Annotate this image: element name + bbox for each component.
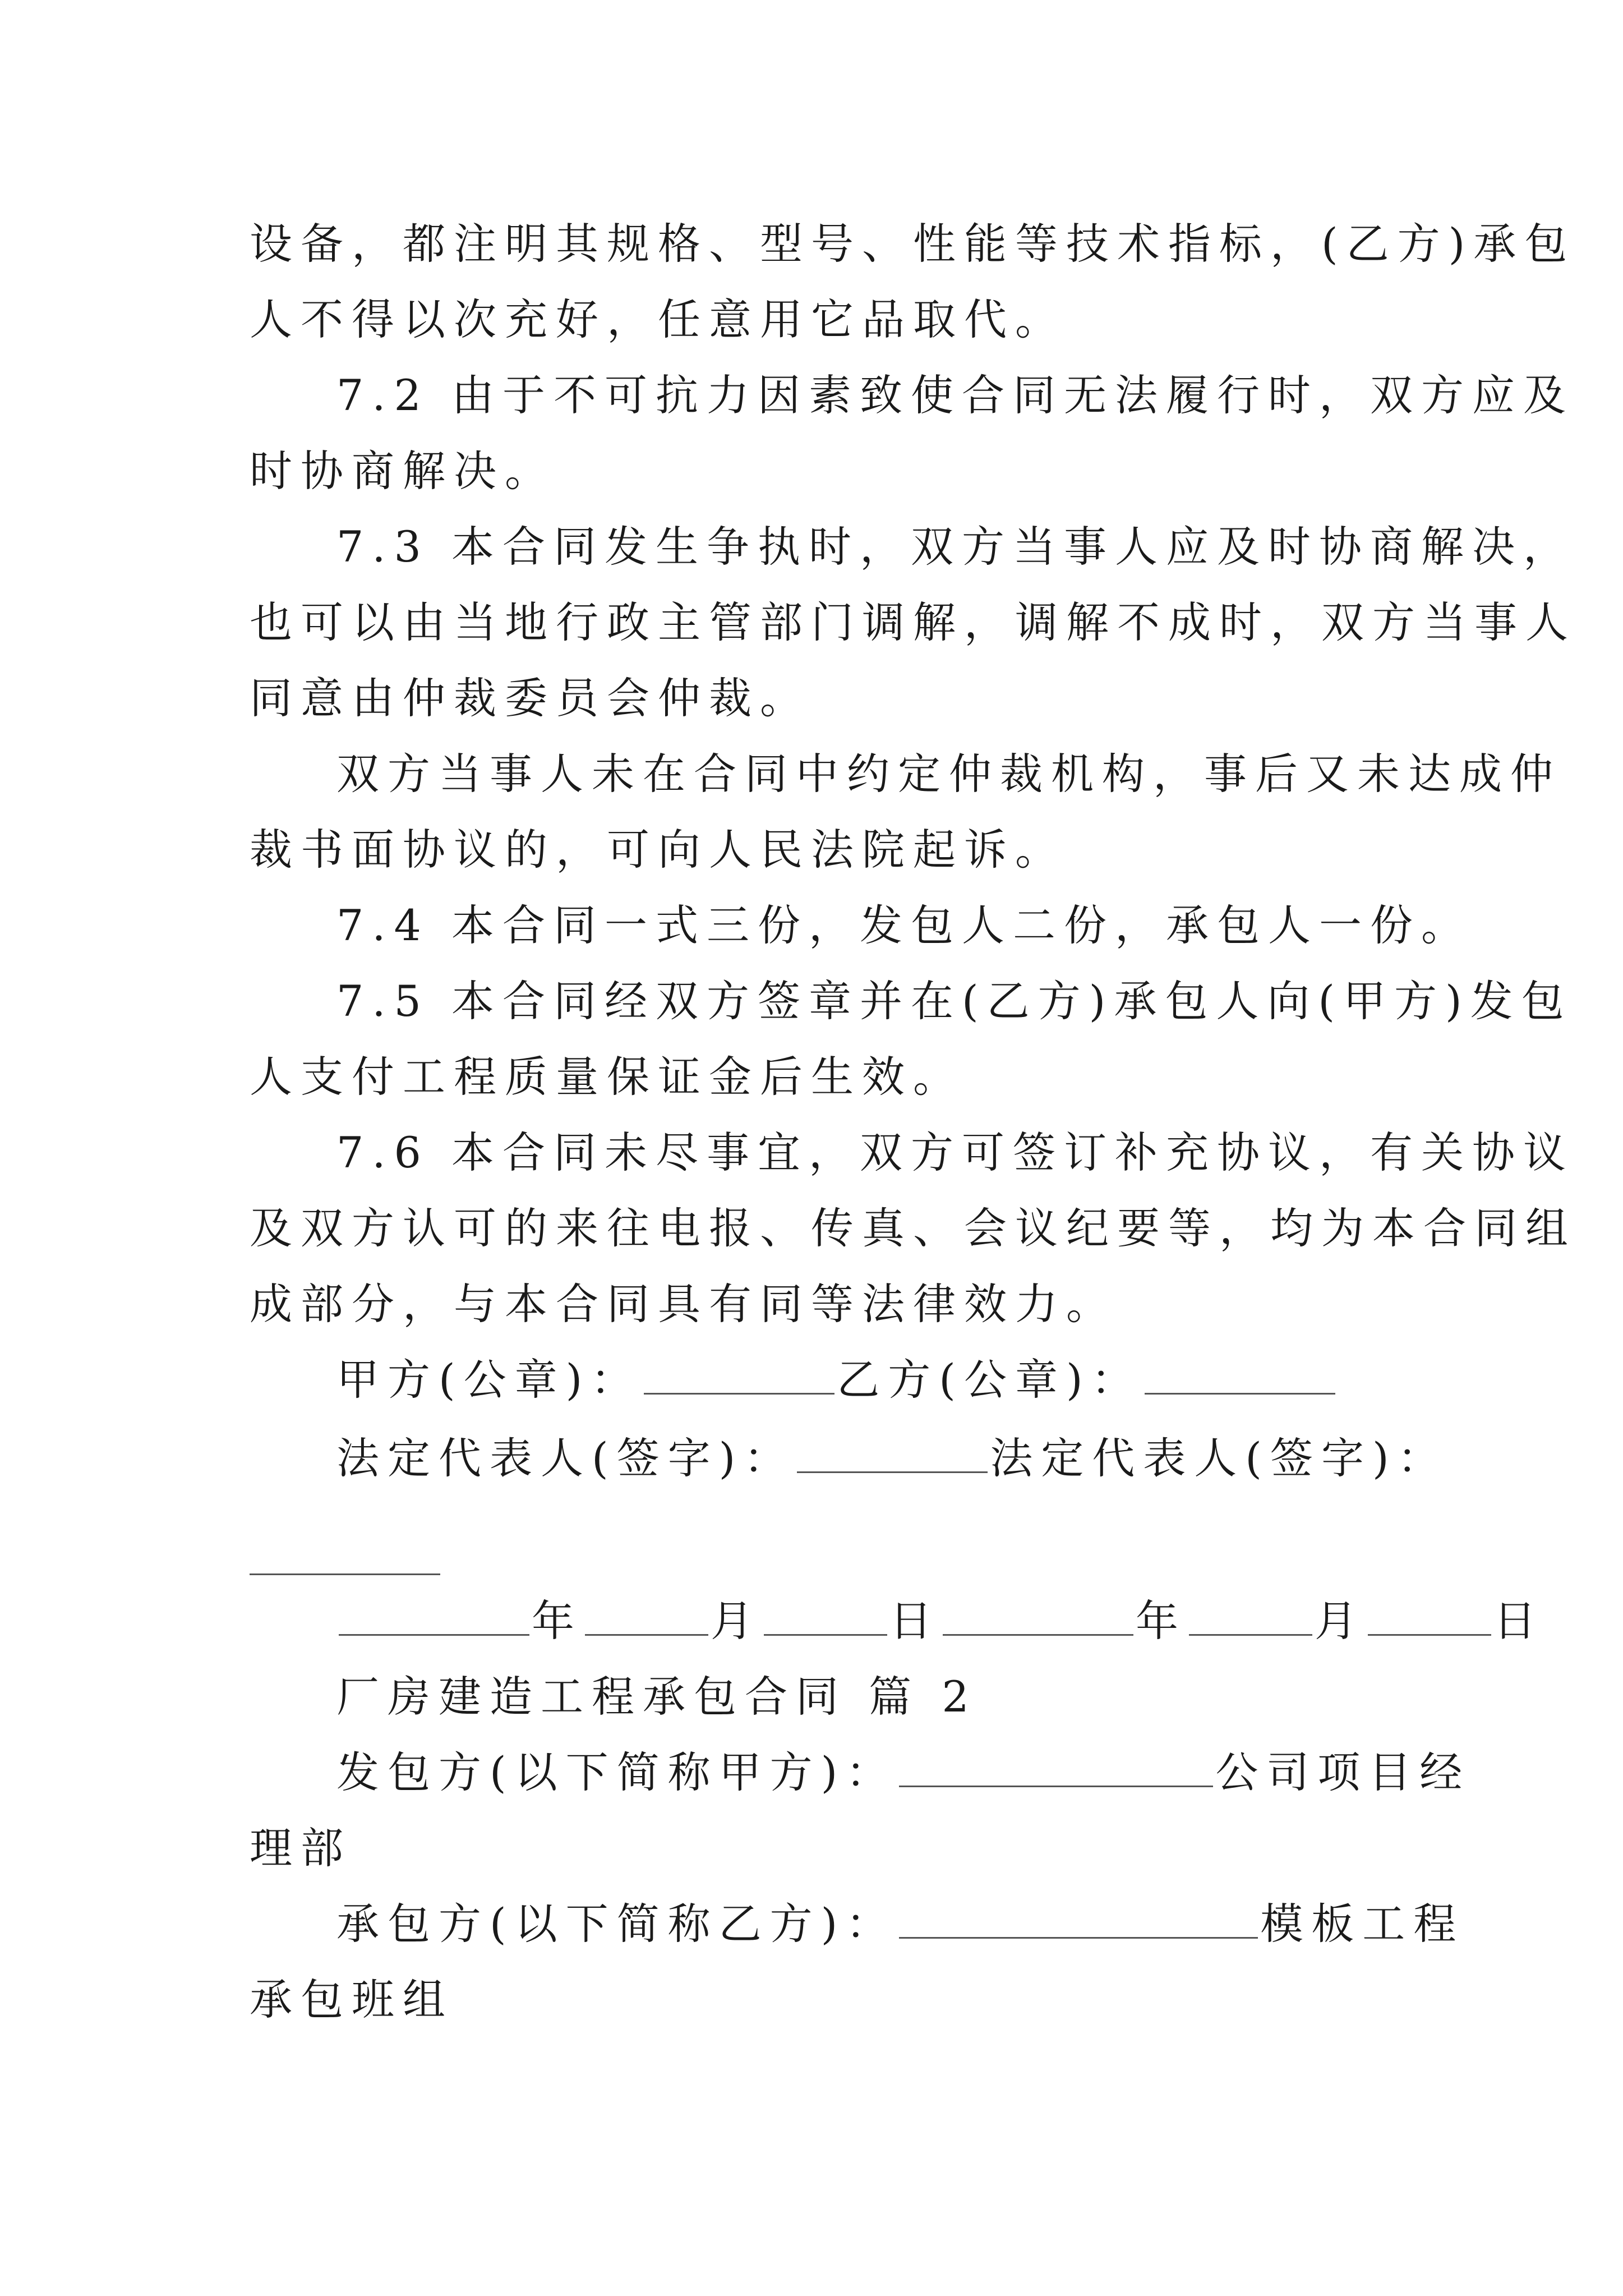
date-line <box>336 1593 1544 1649</box>
month-a-blank[interactable] <box>585 1600 708 1636</box>
contractor-line <box>336 1896 1475 1952</box>
year-label: 年 <box>532 1596 583 1646</box>
clause-7-3: 7.3 本合同发生争执时，双方当事人应及时协商解决， <box>336 522 1575 572</box>
employer-blank[interactable] <box>899 1752 1213 1787</box>
paragraph-line: 人不得以次充好，任意用它品取代。 <box>250 295 1066 344</box>
party-b-seal-label: 乙方(公章)： <box>837 1355 1142 1405</box>
employer-line <box>336 1745 1475 1801</box>
clause-7-2: 7.2 由于不可抗力因素致使合同无法履行时，双方应及 <box>336 370 1575 420</box>
employer-label: 发包方(以下简称甲方)： <box>336 1747 897 1797</box>
party-b-seal-blank[interactable] <box>1145 1359 1335 1395</box>
paragraph-line: 成部分，与本合同具有同等法律效力。 <box>250 1279 1117 1329</box>
rep-b-label: 法定代表人(签字)： <box>990 1433 1449 1483</box>
paragraph-line: 设备，都注明其规格、型号、性能等技术指标，(乙方)承包 <box>250 219 1576 269</box>
contractor-blank[interactable] <box>899 1903 1258 1939</box>
month-label: 月 <box>711 1596 762 1646</box>
paragraph-line: 同意由仲裁委员会仲裁。 <box>250 673 811 723</box>
rep-b-blank[interactable] <box>250 1573 440 1575</box>
representative-line <box>336 1430 1475 1487</box>
seal-line <box>336 1352 1475 1408</box>
rep-a-label: 法定代表人(签字)： <box>336 1433 795 1483</box>
paragraph-line: 时协商解决。 <box>250 446 556 496</box>
year-b-blank[interactable] <box>943 1600 1133 1636</box>
contractor-label: 承包方(以下简称乙方)： <box>336 1899 897 1949</box>
paragraph-line: 及双方认可的来往电报、传真、会议纪要等，均为本合同组 <box>250 1203 1576 1253</box>
day-b-blank[interactable] <box>1368 1600 1491 1636</box>
party-a-seal-blank[interactable] <box>644 1359 834 1395</box>
clause-7-6: 7.6 本合同未尽事宜，双方可签订补充协议，有关协议 <box>336 1128 1575 1177</box>
paragraph-line: 也可以由当地行政主管部门调解，调解不成时，双方当事人 <box>250 597 1576 647</box>
paragraph-line: 理部 <box>250 1823 352 1873</box>
year-label: 年 <box>1136 1596 1187 1646</box>
day-a-blank[interactable] <box>764 1600 887 1636</box>
clause-7-4: 7.4 本合同一式三份，发包人二份，承包人一份。 <box>336 900 1473 950</box>
section-title: 厂房建造工程承包合同 篇 2 <box>336 1672 978 1722</box>
year-a-blank[interactable] <box>339 1600 529 1636</box>
contractor-suffix: 模板工程 <box>1260 1899 1465 1949</box>
day-label: 日 <box>889 1596 940 1646</box>
paragraph-line: 人支付工程质量保证金后生效。 <box>250 1052 964 1102</box>
month-label: 月 <box>1315 1596 1366 1646</box>
rep-a-blank[interactable] <box>797 1438 988 1473</box>
party-a-seal-label: 甲方(公章)： <box>336 1355 642 1405</box>
month-b-blank[interactable] <box>1189 1600 1312 1636</box>
employer-suffix: 公司项目经 <box>1215 1747 1471 1797</box>
clause-7-5: 7.5 本合同经双方签章并在(乙方)承包人向(甲方)发包 <box>336 976 1573 1026</box>
paragraph-line: 裁书面协议的，可向人民法院起诉。 <box>250 825 1066 875</box>
day-label: 日 <box>1493 1596 1544 1646</box>
arbitration-paragraph: 双方当事人未在合同中约定仲裁机构，事后又未达成仲 <box>336 749 1561 799</box>
paragraph-line: 承包班组 <box>250 1975 454 2024</box>
